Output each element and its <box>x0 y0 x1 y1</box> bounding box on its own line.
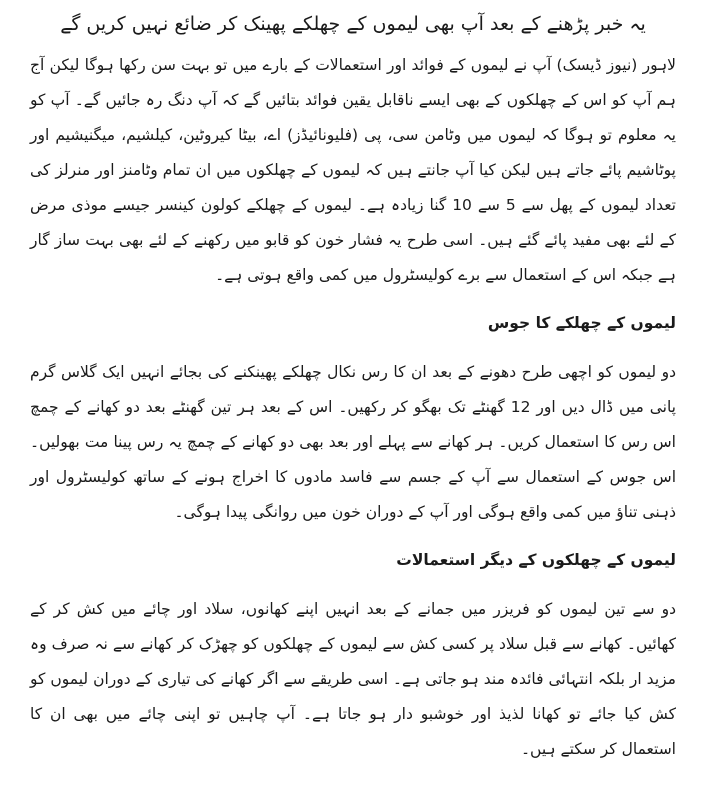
section-heading-peel-juice: لیموں کے چھلکے کا جوس <box>487 314 676 332</box>
article-intro-paragraph: لاہور (نیوز ڈیسک) آپ نے لیموں کے فوائد اور استعمالات کے بارے میں تو بہت سن رکھا ہوگا لیکن آج ہم آپ کو اس کے چھلکوں کے بھی ایسے ناقابل یقین فوائد بتائیں گے کہ آپ دنگ رہ جائیں گے۔ آپ کو یہ معلوم تو ہوگا کہ لیموں میں وٹامن سی، پی (فلیونائیڈز) اے، بیٹا کیروٹین، کیلشیم، میگنیشیم اور پوٹاشیم پائے جاتے ہیں لیکن کیا آپ جانتے ہیں کہ لیموں کے چھلکوں میں ان تمام وٹامنز اور منرلز کی تعداد لیموں کے پھل سے 5 سے 10 گنا زیادہ ہے۔ لیموں کے چھلکے کولون کینسر جیسے موذی مرض کے لئے بھی مفید پائے گئے ہیں۔ اسی طرح یہ فشار خون کو قابو میں رکھنے کے لئے بھی بہت ساز گار ہے جبکہ اس کے استعمال سے برے کولیسٹرول میں کمی واقع ہوتی ہے۔ <box>30 56 676 284</box>
section-body-other-uses: دو سے تین لیموں کو فریزر میں جمانے کے بعد انہیں اپنے کھانوں، سلاد اور چائے میں کش کر کے کھائیں۔ کھانے سے قبل سلاد پر کسی کش سے لیموں کے چھلکوں کو چھڑک کر کھانے سے نہ صرف وہ مزید ار بلکہ انتہائی فائدہ مند ہو جاتی ہے۔ اسی طریقے سے اگر کھانے کی تیاری کے دوران لیموں کو کش کیا جائے تو کھانا لذیذ اور خوشبو دار ہو جاتا ہے۔ آپ چاہیں تو اپنی چائے میں بھی ان کا استعمال کر سکتے ہیں۔ <box>30 600 676 758</box>
article-headline: یہ خبر پڑھنے کے بعد آپ بھی لیموں کے چھلکے پھینک کر ضائع نہیں کریں گے <box>60 13 646 35</box>
section-heading-other-uses: لیموں کے چھلکوں کے دیگر استعمالات <box>396 551 676 569</box>
section-body-peel-juice: دو لیموں کو اچھی طرح دھونے کے بعد ان کا رس نکال چھلکے پھینکنے کی بجائے انہیں ایک گلاس گرم پانی میں ڈال دیں اور 12 گھنٹے تک بھگو کر رکھیں۔ اس کے بعد ہر تین گھنٹے بعد دو کھانے کے چمچ اس رس کا استعمال کریں۔ ہر کھانے سے پہلے اور بعد بھی دو کھانے کے چمچ یہ رس پینا مت بھولیں۔ اس جوس کے استعمال سے آپ کے جسم سے فاسد مادوں کا اخراج ہونے کے ساتھ کولیسٹرول اور ذہنی تناؤ میں کمی واقع ہوگی اور آپ کے دوران خون میں روانگی پیدا ہوگی۔ <box>30 363 676 521</box>
